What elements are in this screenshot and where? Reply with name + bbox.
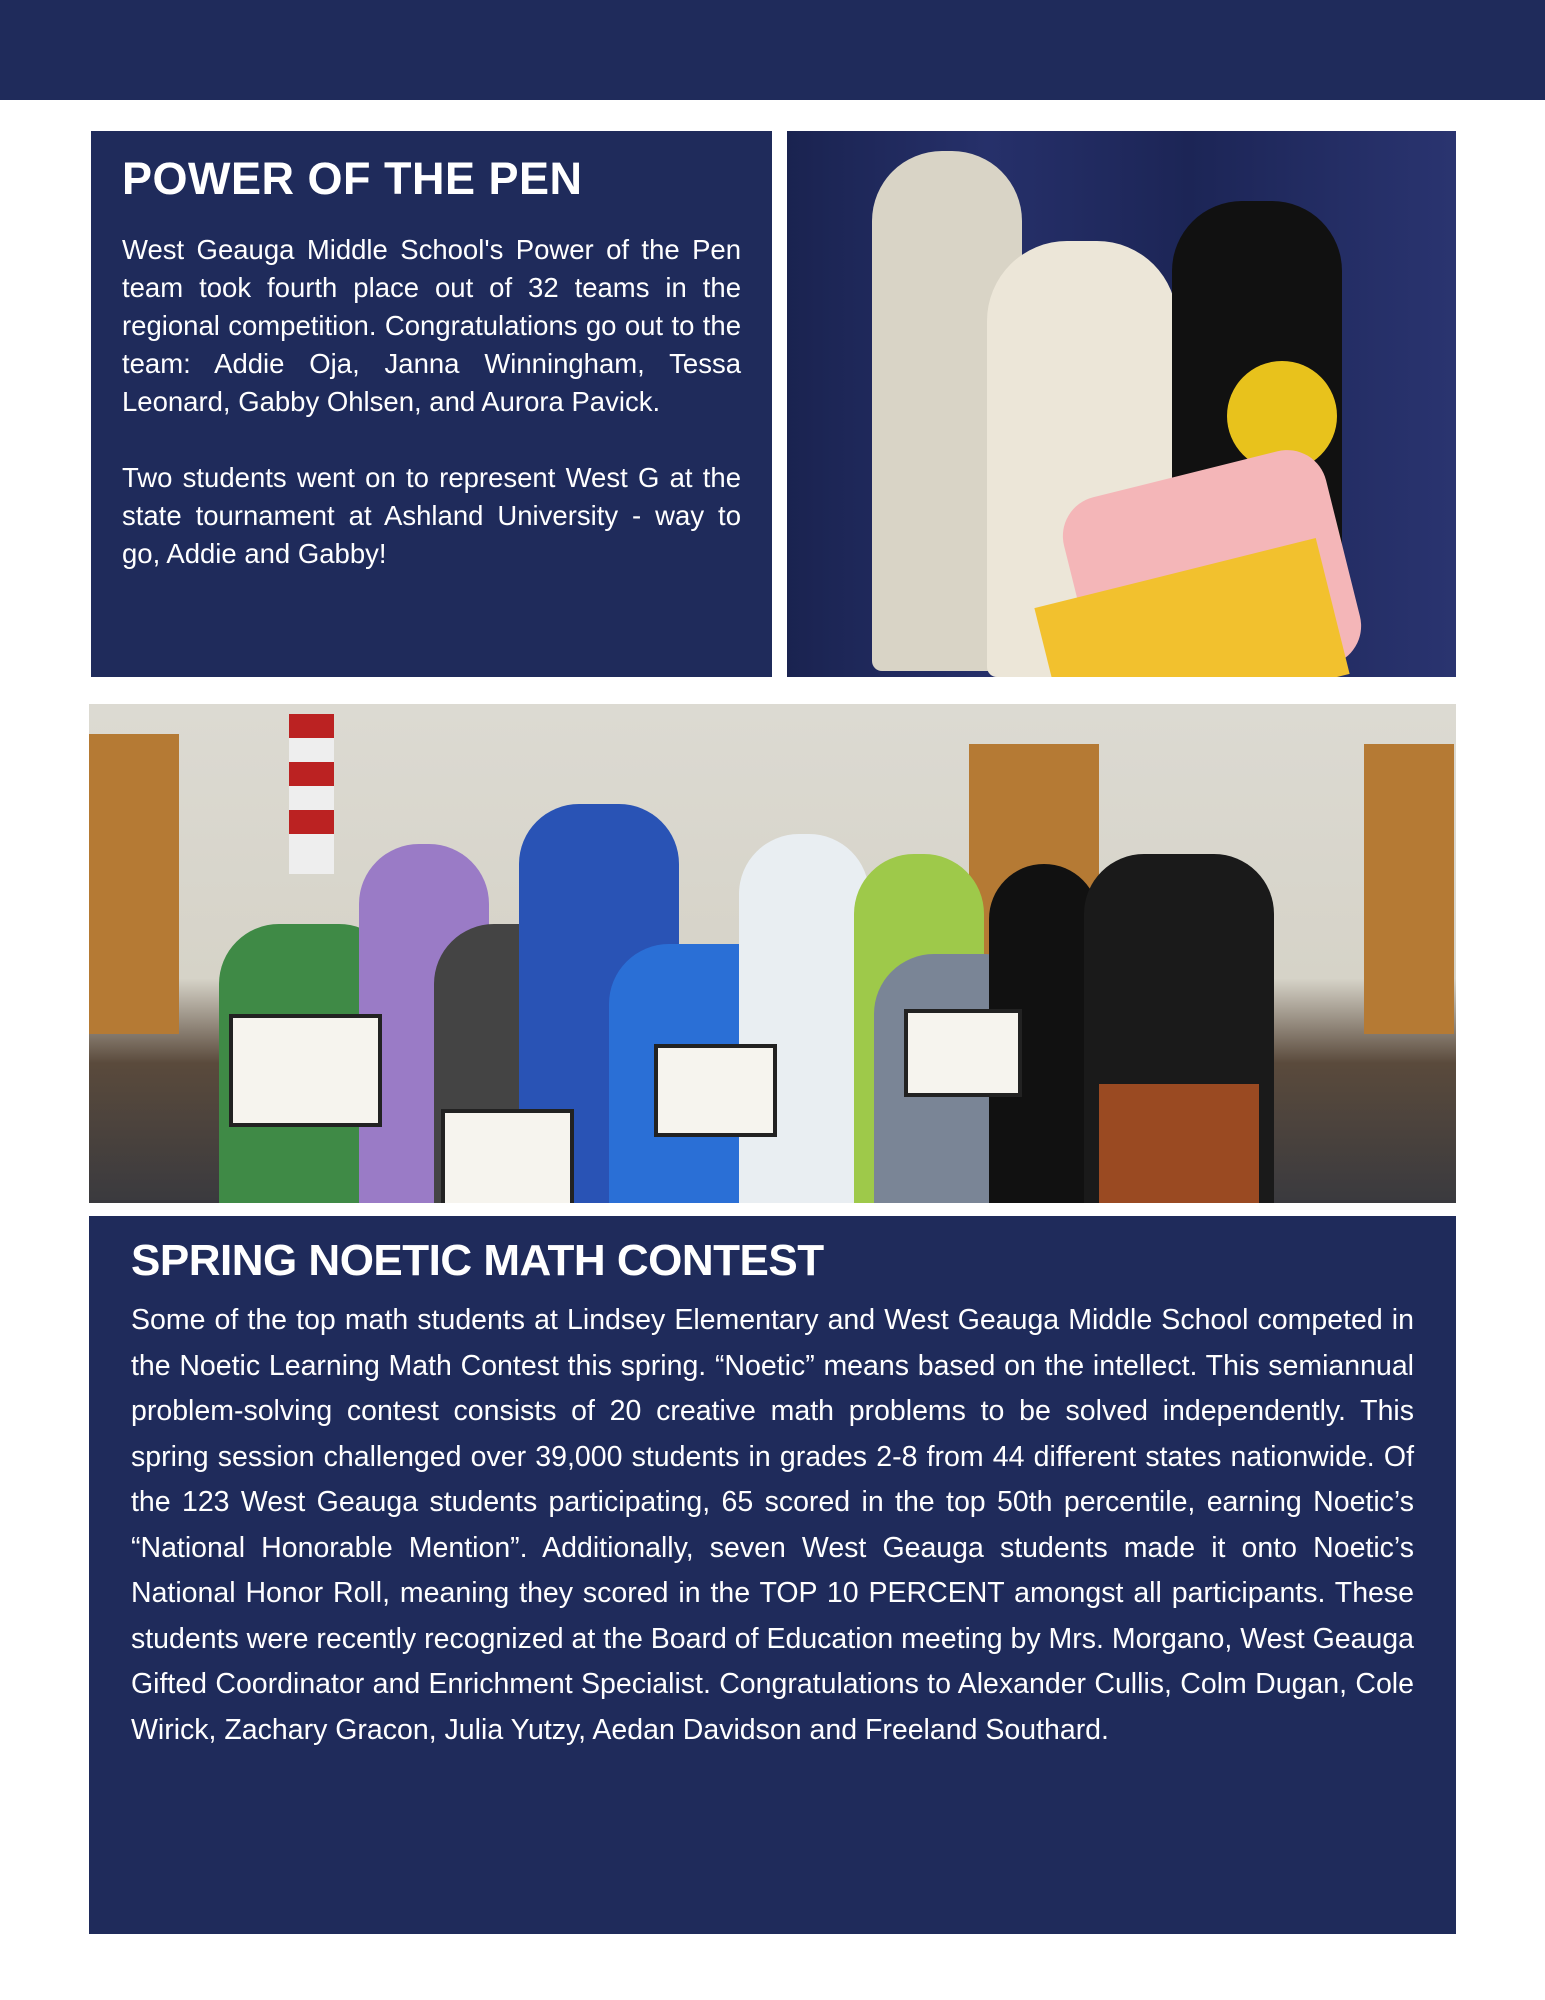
power-of-the-pen-section xyxy=(91,131,772,677)
paragraph: West Geauga Middle School's Power of the Pen team took fourth place out of 32 teams in the regional competition. Congratulations go out to the team: Addie Oja, Janna Winningham, Tessa Leonard, Gabby Ohlsen, and Aurora Pavick. xyxy=(122,234,741,417)
paragraph: Two students went on to represent West G at the state tournament at Ashland University - way to go, Addie and Gabby! xyxy=(122,462,741,569)
section-title: POWER OF THE PEN xyxy=(122,153,583,204)
math-contest-section xyxy=(89,1216,1456,1934)
power-of-the-pen-photo xyxy=(787,131,1456,677)
paragraph: Some of the top math students at Lindsey Elementary and West Geauga Middle School competed in the Noetic Learning Math Contest this spring. “Noetic” means based on the intellect. This semiannual problem-solving contest consists of 20 creative math problems to be solved independently. This spring session challenged over 39,000 students in grades 2-8 from 44 different states nationwide. Of the 123 West Geauga students participating, 65 scored in the top 50th percentile, earning Noetic’s “National Honorable Mention”. Additionally, seven West Geauga students made it onto Noetic’s National Honor Roll, meaning they scored in the TOP 10 PERCENT amongst all participants. These students were recently recognized at the Board of Education meeting by Mrs. Morgano, West Geauga Gifted Coordinator and Enrichment Specialist. Congratulations to Alexander Cullis, Colm Dugan, Cole Wirick, Zachary Gracon, Julia Yutzy, Aedan Davidson and Freeland Southard. xyxy=(131,1304,1414,1746)
section-title: SPRING NOETIC MATH CONTEST xyxy=(131,1236,824,1285)
header-bar xyxy=(0,0,1545,100)
math-contest-photo xyxy=(89,704,1456,1203)
